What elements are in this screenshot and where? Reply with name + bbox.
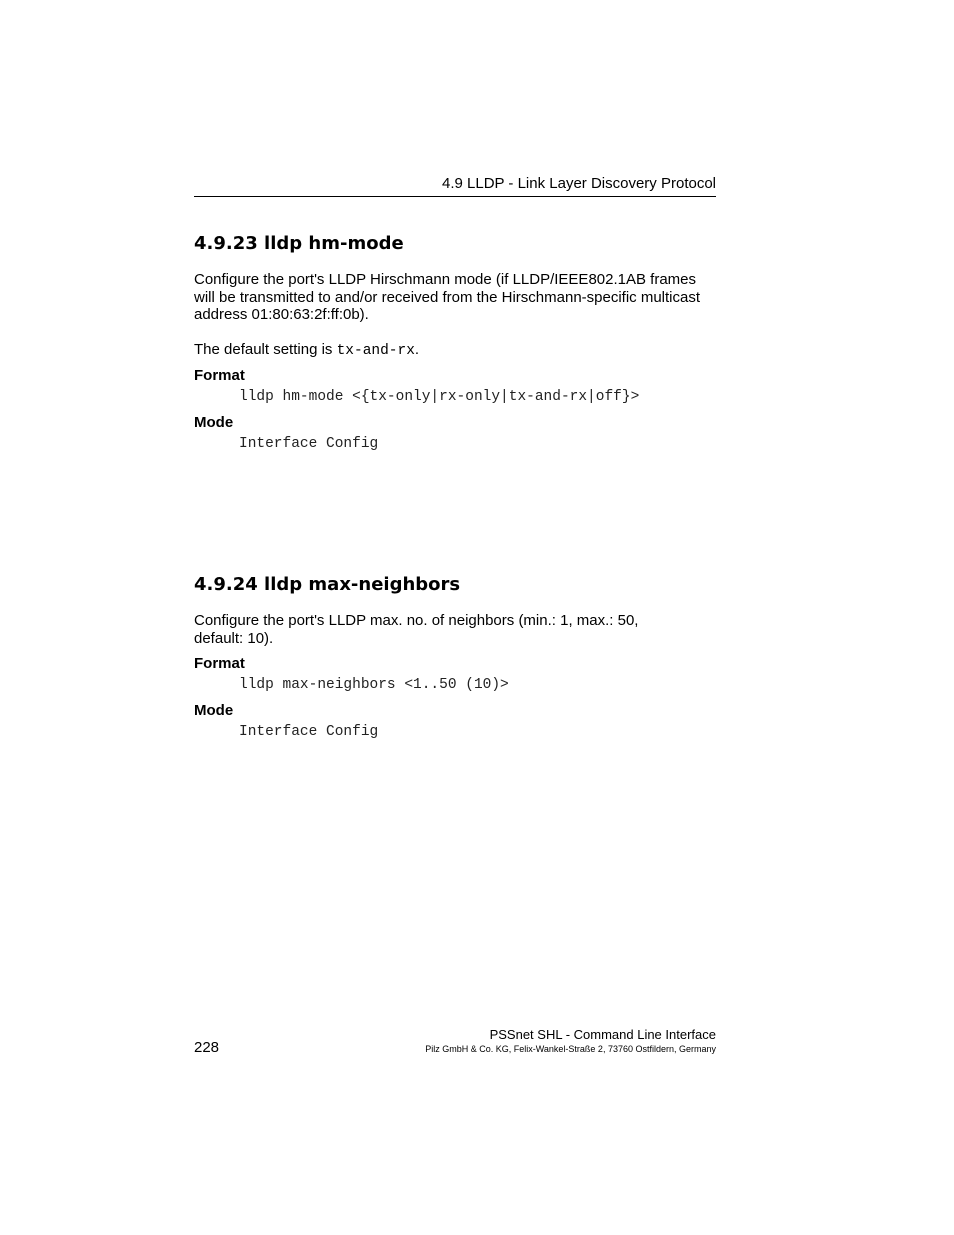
mode-label-max-neighbors: Mode	[194, 702, 234, 719]
format-label-hm-mode: Format	[194, 367, 245, 384]
format-code-max-neighbors: lldp max-neighbors <1..50 (10)>	[239, 677, 509, 693]
section-description-max-neighbors: Configure the port's LLDP max. no. of neighbors (min.: 1, max.: 50, default: 10).	[194, 612, 639, 647]
running-header: 4.9 LLDP - Link Layer Discovery Protocol	[441, 175, 716, 192]
format-label-max-neighbors: Format	[194, 655, 245, 672]
section-title-hm-mode: 4.9.23 lldp hm-mode	[194, 233, 404, 254]
footer-publisher-address: Pilz GmbH & Co. KG, Felix-Wankel-Straße 2, 73760 Ostfildern, Germany	[425, 1044, 716, 1054]
footer-document-title: PSSnet SHL - Command Line Interface	[489, 1027, 716, 1042]
default-setting-prefix: The default setting is	[194, 341, 337, 358]
default-setting-value: tx-and-rx	[336, 343, 415, 359]
mode-code-hm-mode: Interface Config	[239, 436, 379, 452]
format-code-hm-mode: lldp hm-mode <{tx-only|rx-only|tx-and-rx|off}>	[239, 389, 640, 405]
header-rule	[194, 196, 716, 197]
mode-label-hm-mode: Mode	[194, 414, 234, 431]
default-setting-suffix: .	[414, 341, 420, 358]
default-setting-text	[194, 341, 716, 361]
section-description-hm-mode: Configure the port's LLDP Hirschmann mode (if LLDP/IEEE802.1AB frames will be transmitted to and/or received from the Hirschmann-specific multicast address 01:80:63:2f:ff:0b).	[194, 271, 701, 323]
mode-code-max-neighbors: Interface Config	[239, 724, 379, 740]
document-page	[194, 0, 716, 1235]
page-number: 228	[194, 1039, 220, 1056]
section-title-max-neighbors: 4.9.24 lldp max-neighbors	[194, 574, 461, 595]
